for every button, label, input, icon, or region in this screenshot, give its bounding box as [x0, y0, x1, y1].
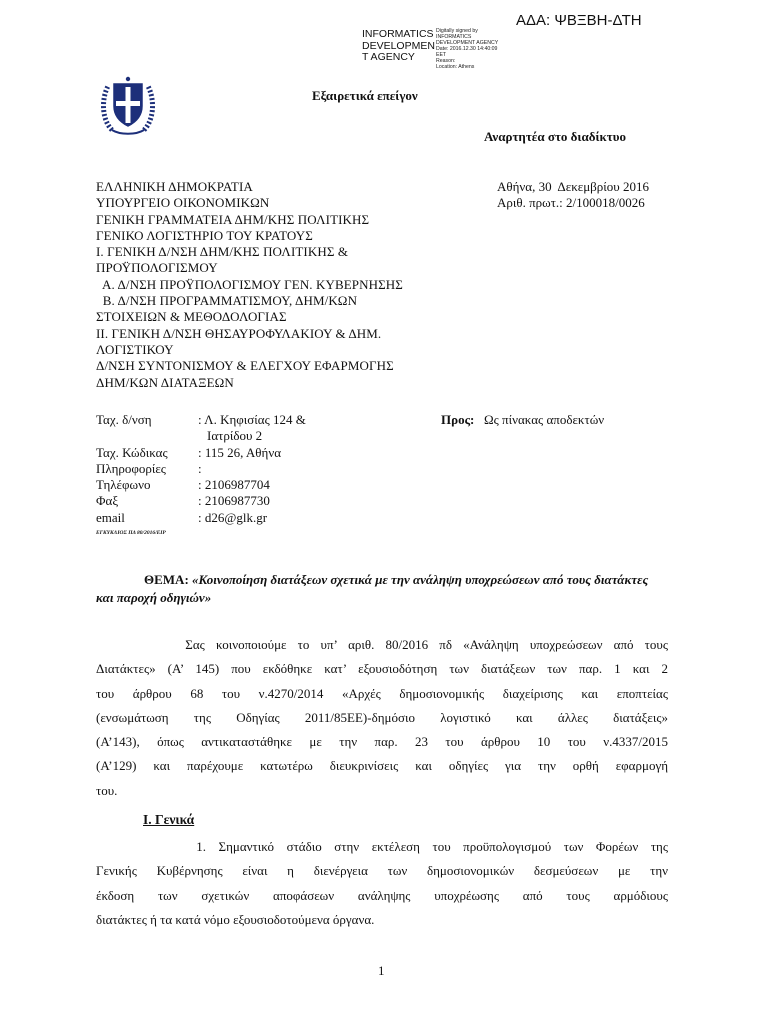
email-value: : d26@glk.gr [198, 509, 268, 525]
section-title: Ι. Γενικά [143, 812, 195, 827]
signature-line: Date: 2016.12.30 14:40:09 [436, 46, 498, 52]
sender-line: Α. Δ/ΝΣΗ ΠΡΟΫΠΟΛΟΓΙΣΜΟΥ ΓΕΝ. ΚΥΒΕΡΝΗΣΗΣ [96, 276, 403, 292]
sender-line: ΥΠΟΥΡΓΕΙΟ ΟΙΚΟΝΟΜΙΚΩΝ [96, 195, 270, 211]
paragraph-intro [96, 633, 668, 803]
contact-labels [96, 412, 168, 526]
sender-line: ΓΕΝΙΚΟ ΛΟΓΙΣΤΗΡΙΟ ΤΟΥ ΚΡΑΤΟΥΣ [96, 227, 313, 243]
paragraph-general [96, 835, 668, 932]
contact-label: email [96, 509, 125, 525]
sender-line: Δ/ΝΣΗ ΣΥΝΤΟΝΙΣΜΟΥ & ΕΛΕΓΧΟΥ ΕΦΑΡΜΟΓΗΣ [96, 358, 394, 374]
protocol-number: Αριθ. πρωτ.: 2/100018/0026 [497, 195, 645, 211]
paragraph-line: (Α’129) και παρέχουμε κατωτέρω διευκρινίσεις και οδηγίες για την ορθή εφαρμογή [96, 758, 668, 774]
sender-line: ΙΙ. ΓΕΝΙΚΗ Δ/ΝΣΗ ΘΗΣΑΥΡΟΦΥΛΑΚΙΟΥ & ΔΗΜ. [96, 325, 382, 341]
ada-code: ΑΔΑ: ΨΒΞΒΗ-ΔΤΗ [516, 12, 642, 29]
subject-label: ΘΕΜΑ: [144, 572, 189, 587]
document-date: Αθήνα, 30 Δεκεμβρίου 2016 [497, 179, 649, 194]
information-value: : [198, 460, 202, 476]
digital-signature-details [436, 28, 498, 70]
signature-line: Digitally signed by [436, 28, 478, 34]
circular-code: ΕΓΚΥΚΛΙΟΣ ΠΔ 80/2016/ΕΙΡ [96, 530, 166, 536]
signer-agency-line: T AGENCY [362, 51, 415, 63]
urgency-note: Εξαιρετικά επείγον [312, 88, 418, 103]
paragraph-line: 1. Σημαντικό στάδιο στην εκτέλεση του προϋπολογισμού των Φορέων της [96, 839, 668, 854]
subject [96, 571, 668, 607]
signer-agency-line: DEVELOPMEN [362, 39, 435, 52]
sender-line: Ι. ΓΕΝΙΚΗ Δ/ΝΣΗ ΔΗΜ/ΚΗΣ ΠΟΛΙΤΙΚΗΣ & [96, 244, 349, 260]
recipient-value: Ως πίνακας αποδεκτών [484, 412, 605, 427]
paragraph-line: έκδοση των σχετικών αποφάσεων ανάληψης υποχρέωσης από τους αρμόδιους [96, 887, 668, 903]
sender-line: Β. Δ/ΝΣΗ ΠΡΟΓΡΑΜΜΑΤΙΣΜΟΥ, ΔΗΜ/ΚΩΝ [96, 293, 358, 309]
signer-agency-line: INFORMATICS [362, 28, 434, 40]
greek-emblem-icon [100, 72, 156, 136]
signature-line: EET [436, 52, 447, 58]
sender-line: ΠΡΟΫΠΟΛΟΓΙΣΜΟΥ [96, 260, 218, 276]
contact-label [96, 428, 168, 444]
subject-text: «Κοινοποίηση διατάξεων σχετικά με την ανάληψη υποχρεώσεων από τους διατάκτες και παροχή οδηγιών» [96, 572, 649, 605]
contact-label: Τηλέφωνο [96, 477, 151, 493]
contact-values [198, 412, 306, 526]
posting-note: Αναρτητέα στο διαδίκτυο [484, 129, 626, 144]
sender-block [96, 179, 403, 391]
signature-line: Location: Athens [436, 64, 475, 70]
paragraph-line: Διατάκτες» (Α’ 145) που εκδόθηκε κατ’ εξουσιοδότηση των διατάξεων των παρ. 1 και 2 [96, 661, 668, 677]
sender-line: ΛΟΓΙΣΤΙΚΟΥ [96, 341, 174, 357]
sender-line: ΕΛΛΗΝΙΚΗ ΔΗΜΟΚΡΑΤΙΑ [96, 179, 253, 194]
address-value: : Λ. Κηφισίας 124 & [198, 412, 306, 427]
sender-line: ΣΤΟΙΧΕΙΩΝ & ΜΕΘΟΔΟΛΟΓΙΑΣ [96, 309, 287, 325]
paragraph-line: διατάκτες ή τα κατά νόμο εξουσιοδοτούμενα όργανα. [96, 911, 375, 927]
fax-value: : 2106987730 [198, 493, 270, 509]
paragraph-line: Γενικής Κυβέρνησης είναι η διενέργεια των δημοσιονομικών δεσμεύσεων με την [96, 863, 668, 879]
postal-code-value: : 115 26, Αθήνα [198, 444, 282, 460]
sender-line: ΓΕΝΙΚΗ ΓΡΑΜΜΑΤΕΙΑ ΔΗΜ/ΚΗΣ ΠΟΛΙΤΙΚΗΣ [96, 211, 370, 227]
address-value-continued: Ιατρίδου 2 [207, 428, 263, 444]
sender-line: ΔΗΜ/ΚΩΝ ΔΙΑΤΑΞΕΩΝ [96, 374, 234, 390]
signature-line: INFORMATICS [436, 34, 472, 40]
paragraph-line: του άρθρου 68 του ν.4270/2014 «Αρχές δημοσιονομικής διαχείρισης και εποπτείας [96, 685, 668, 701]
signer-agency [362, 29, 434, 64]
contact-label: Πληροφορίες [96, 460, 166, 476]
paragraph-line: (ενσωμάτωση της Οδηγίας 2011/85ΕΕ)-δημόσιο λογιστικό και άλλες διατάξεις» [96, 709, 668, 725]
contact-label: Ταχ. δ/νση [96, 412, 152, 427]
page-number: 1 [378, 963, 385, 978]
date-protocol-block [497, 179, 649, 212]
signature-line: DEVELOPMENT AGENCY [436, 40, 499, 46]
phone-value: : 2106987704 [198, 477, 270, 493]
contact-label: Ταχ. Κώδικας [96, 444, 168, 460]
signature-line: Reason: [436, 58, 456, 64]
recipient-label: Προς: [441, 412, 475, 427]
paragraph-line: (Α’143), όπως αντικαταστάθηκε με την παρ. 23 του άρθρου 10 του ν.4337/2015 [96, 734, 668, 750]
contact-label: Φαξ [96, 493, 119, 509]
paragraph-line: του. [96, 782, 118, 798]
paragraph-line: Σας κοινοποιούμε το υπ’ αριθ. 80/2016 πδ «Ανάληψη υποχρεώσεων από τους [96, 637, 668, 652]
